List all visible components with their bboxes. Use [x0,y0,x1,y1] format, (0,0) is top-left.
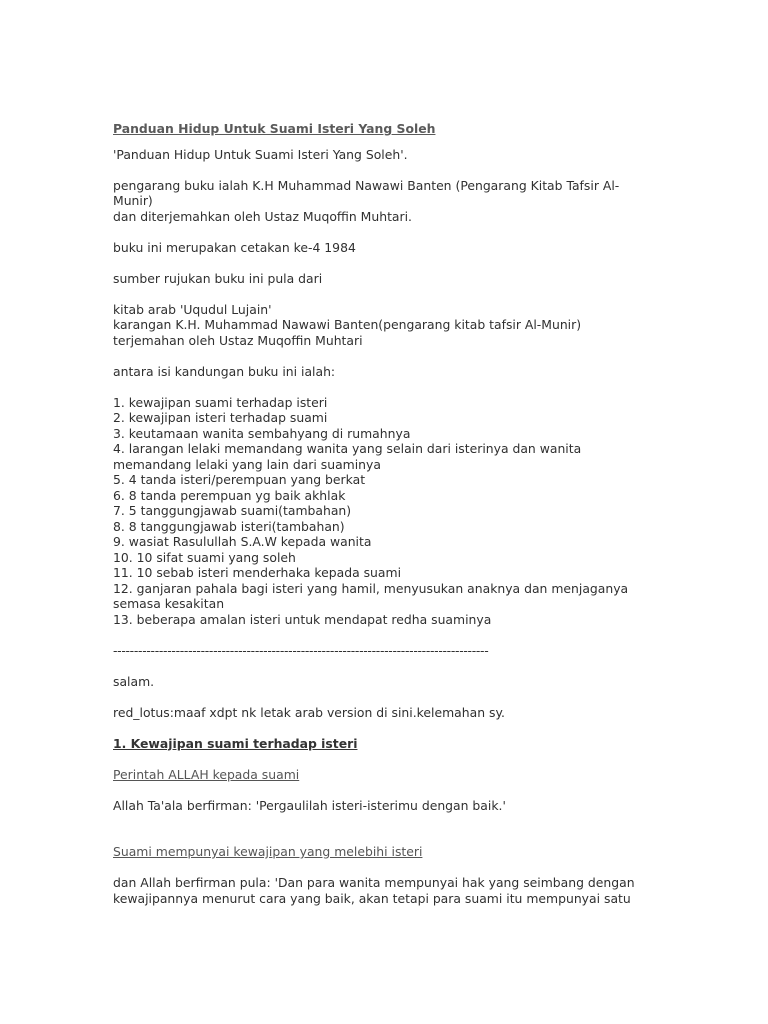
contents-list [113,395,653,628]
source-translator-line: terjemahan oleh Ustaz Muqoffin Muhtari [113,332,363,348]
salam-text: salam. [113,673,155,689]
list-item: 13. beberapa amalan isteri untuk mendapat redha suaminya [113,611,492,627]
list-item: 1. kewajipan suami terhadap isteri [113,394,328,410]
quote-text: Allah Ta'ala berfirman: 'Pergaulilah isteri-isterimu dengan baik.' [113,797,506,813]
list-item: 10. 10 sifat suami yang soleh [113,549,296,565]
list-item: 3. keutamaan wanita sembahyang di rumahnya [113,425,411,441]
quote-text: dan Allah berfirman pula: 'Dan para wanita mempunyai hak yang seimbang dengan kewajipannya menurut cara yang baik, akan tetapi para suami itu mempunyai satu [113,875,639,906]
sub-heading: Suami mempunyai kewajipan yang melebihi isteri [113,844,423,859]
list-item: 8. 8 tanggungjawab isteri(tambahan) [113,518,345,534]
sub-heading: Perintah ALLAH kepada suami [113,766,300,782]
list-item: 11. 10 sebab isteri menderhaka kepada suami [113,565,402,580]
author-note: red_lotus:maaf xdpt nk letak arab version di sini.kelemahan sy. [113,704,505,720]
section-heading: 1. Kewajipan suami terhadap isteri [113,735,358,751]
contents-intro: antara isi kandungan buku ini ialah: [113,363,336,379]
list-item: 4. larangan lelaki memandang wanita yang selain dari isterinya dan wanita memandang lelaki yang lain dari suaminya [113,441,586,472]
list-item: 12. ganjaran pahala bagi isteri yang hamil, menyusukan anaknya dan menjaganya semasa kesakitan [113,580,633,611]
source-author-line: karangan K.H. Muhammad Nawawi Banten(pengarang kitab tafsir Al-Munir) [113,317,582,332]
author-line: pengarang buku ialah K.H Muhammad Nawawi Banten (Pengarang Kitab Tafsir Al-Munir) [113,177,620,208]
list-item: 5. 4 tanda isteri/perempuan yang berkat [113,472,366,487]
source-book-line: kitab arab 'Uqudul Lujain' [113,301,272,317]
source-intro: sumber rujukan buku ini pula dari [113,270,323,286]
list-item: 9. wasiat Rasulullah S.A.W kepada wanita [113,534,372,549]
list-item: 7. 5 tanggungjawab suami(tambahan) [113,503,352,518]
translator-line: dan diterjemahkan oleh Ustaz Muqoffin Muhtari. [113,208,412,224]
divider-line: ------------------------------------------------------------------------------------------ [113,642,489,658]
list-item: 6. 8 tanda perempuan yg baik akhlak [113,487,346,503]
document-title: Panduan Hidup Untuk Suami Isteri Yang Soleh [113,121,436,136]
edition-line: buku ini merupakan cetakan ke-4 1984 [113,239,356,255]
list-item: 2. kewajipan isteri terhadap suami [113,410,328,425]
document-page [113,121,653,906]
quoted-title: 'Panduan Hidup Untuk Suami Isteri Yang Soleh'. [113,146,408,162]
